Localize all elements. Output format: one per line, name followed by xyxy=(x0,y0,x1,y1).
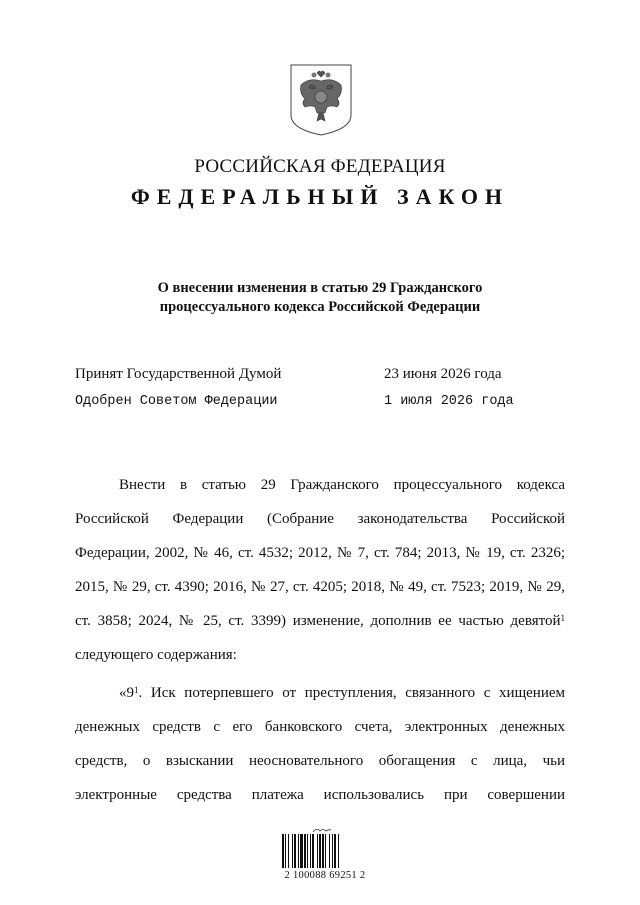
duma-adoption-date: 23 июня 2026 года xyxy=(384,366,502,382)
barcode-icon xyxy=(282,834,368,868)
paragraph-line: средств, о взыскании неосновательного обогащения с лица, чьи xyxy=(75,753,565,769)
paragraph-line: Российской Федерации (Собрание законодательства Российской xyxy=(75,511,565,527)
duma-adoption-label: Принят Государственной Думой xyxy=(75,366,282,382)
document-type-heading: ФЕДЕРАЛЬНЫЙ ЗАКОН xyxy=(130,184,510,209)
paragraph-line-with-number xyxy=(119,683,565,703)
paragraph-main xyxy=(75,475,565,675)
law-subject-line: О внесении изменения в статью 29 Гражданского xyxy=(157,280,483,296)
law-subject-line: процессуального кодекса Российской Федерации xyxy=(159,299,481,315)
paragraph-line: Федерации, 2002, № 46, ст. 4532; 2012, № 7, ст. 784; 2013, № 19, ст. 2326; xyxy=(75,545,565,561)
part-number: «9 xyxy=(119,685,134,701)
paragraph-line-with-footnote xyxy=(75,611,565,631)
paragraph-line: Внести в статью 29 Гражданского процессуального кодекса xyxy=(119,477,565,493)
paragraph-line-text: . Иск потерпевшего от преступления, связанного с хищением xyxy=(138,685,565,701)
paragraph-line: электронные средства платежа использовались при совершении xyxy=(75,787,565,803)
country-heading: РОССИЙСКАЯ ФЕДЕРАЦИЯ xyxy=(194,156,446,177)
paragraph-quoted xyxy=(75,683,565,823)
council-approval-label: Одобрен Советом Федерации xyxy=(75,394,278,409)
law-subject xyxy=(0,279,640,317)
state-emblem-icon xyxy=(289,63,353,137)
council-approval-date: 1 июля 2026 года xyxy=(384,394,514,409)
paragraph-line: следующего содержания: xyxy=(75,647,237,663)
paragraph-line: 2015, № 29, ст. 4390; 2016, № 27, ст. 4205; 2018, № 49, ст. 7523; 2019, № 29, xyxy=(75,579,565,595)
barcode-number: 2 100088 69251 2 xyxy=(284,870,366,881)
handwritten-mark-icon xyxy=(312,826,332,834)
paragraph-line: денежных средств с его банковского счета, электронных денежных xyxy=(75,719,565,735)
footnote-marker: 1 xyxy=(560,613,565,623)
paragraph-line-text: ст. 3858; 2024, № 25, ст. 3399) изменение, дополнив ее частью девятой xyxy=(75,613,561,629)
part-number-superscript: 1 xyxy=(134,685,139,695)
